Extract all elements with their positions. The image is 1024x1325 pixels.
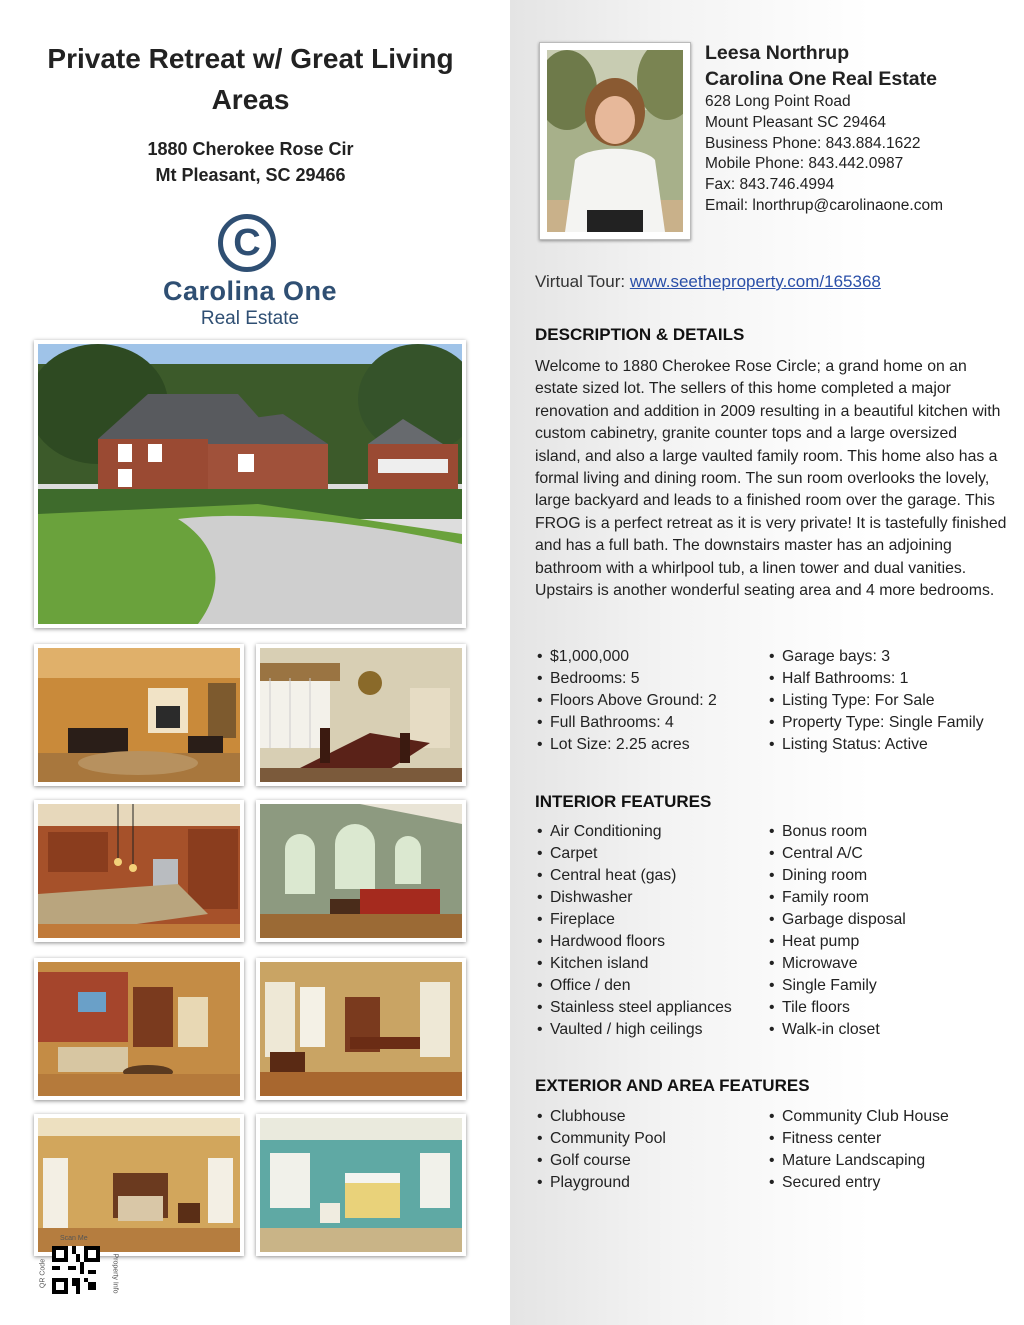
agent-email[interactable]: Email: lnorthrup@carolinaone.com	[705, 196, 944, 214]
qr-right-label: Property Info	[111, 1253, 119, 1294]
feature-item: • Walk-in closet	[767, 1019, 906, 1041]
feature-item: • Air Conditioning	[535, 821, 732, 843]
agent-fax: Fax: 843.746.4994	[705, 176, 835, 194]
interior-list-right	[767, 821, 906, 1041]
feature-item: • Half Bathrooms: 1	[767, 668, 984, 690]
agent-contact	[705, 40, 1005, 217]
living-room-photo	[34, 644, 244, 786]
interior-heading: INTERIOR FEATURES	[535, 792, 712, 811]
feature-item: • Community Club House	[767, 1106, 949, 1128]
agent-street: 628 Long Point Road	[705, 93, 851, 110]
feature-item: • Listing Status: Active	[767, 734, 984, 756]
virtual-tour-link[interactable]: www.seetheproperty.com/165368	[629, 272, 881, 291]
feature-item: • Golf course	[535, 1150, 666, 1172]
dining-room-photo	[256, 644, 466, 786]
family-room-photo	[256, 800, 466, 942]
feature-item: • Property Type: Single Family	[767, 712, 984, 734]
logo-subtitle: Real Estate	[200, 308, 300, 329]
qr-code[interactable]	[38, 1235, 119, 1308]
listing-address	[18, 136, 483, 188]
feature-item: • $1,000,000	[535, 646, 717, 668]
feature-item: • Community Pool	[535, 1128, 666, 1150]
feature-item: • Dishwasher	[535, 887, 732, 909]
virtual-tour-label: Virtual Tour:	[535, 272, 626, 291]
address-city: Mt Pleasant, SC 29466	[155, 165, 346, 185]
feature-item: • Vaulted / high ceilings	[535, 1019, 732, 1041]
agent-photo	[539, 42, 691, 240]
feature-item: • Bedrooms: 5	[535, 668, 717, 690]
agent-business-phone[interactable]: Business Phone: 843.884.1622	[705, 134, 921, 152]
qr-left-label: QR Code	[39, 1258, 47, 1289]
feature-item: • Central heat (gas)	[535, 865, 732, 887]
bonus-room-photo	[34, 958, 244, 1100]
interior-list-left	[535, 821, 732, 1041]
address-street: 1880 Cherokee Rose Cir	[147, 139, 354, 159]
feature-item: • Floors Above Ground: 2	[535, 690, 717, 712]
office-photo	[256, 958, 466, 1100]
virtual-tour	[535, 272, 881, 292]
exterior-list-left	[535, 1106, 666, 1194]
feature-item: • Dining room	[767, 865, 906, 887]
qr-top-label: Scan Me	[60, 1235, 88, 1242]
feature-item: • Secured entry	[767, 1172, 949, 1194]
agent-mobile-phone[interactable]: Mobile Phone: 843.442.0987	[705, 155, 904, 173]
feature-item: • Central A/C	[767, 843, 906, 865]
exterior-photo	[34, 340, 466, 628]
qr-pattern-icon	[52, 1246, 100, 1294]
feature-item: • Garbage disposal	[767, 909, 906, 931]
feature-item: • Tile floors	[767, 997, 906, 1019]
feature-item: • Full Bathrooms: 4	[535, 712, 717, 734]
feature-item: • Office / den	[535, 975, 732, 997]
description-heading: DESCRIPTION & DETAILS	[535, 325, 745, 344]
feature-item: • Bonus room	[767, 821, 906, 843]
feature-item: • Hardwood floors	[535, 931, 732, 953]
copyright-c-icon: C	[218, 214, 276, 272]
feature-item: • Family room	[767, 887, 906, 909]
feature-item: • Playground	[535, 1172, 666, 1194]
feature-item: • Fireplace	[535, 909, 732, 931]
feature-item: • Listing Type: For Sale	[767, 690, 984, 712]
feature-item: • Kitchen island	[535, 953, 732, 975]
feature-item: • Single Family	[767, 975, 906, 997]
agent-city: Mount Pleasant SC 29464	[705, 113, 886, 131]
agent-name: Leesa Northrup	[705, 42, 850, 64]
feature-item: • Lot Size: 2.25 acres	[535, 734, 717, 756]
exterior-heading: EXTERIOR AND AREA FEATURES	[535, 1076, 810, 1095]
details-list-right	[767, 646, 984, 756]
company-logo	[150, 208, 350, 338]
logo-name: Carolina One	[162, 276, 338, 306]
bedroom-photo	[256, 1114, 466, 1256]
feature-item: • Microwave	[767, 953, 906, 975]
feature-item: • Clubhouse	[535, 1106, 666, 1128]
details-list-left	[535, 646, 717, 756]
description-text: Welcome to 1880 Cherokee Rose Circle; a grand home on an estate sized lot. The sellers of this home completed a major renovation and addition in 2009 resulting in a beautiful kitchen with custom cabinetry, granite counter tops and a large oversized island, and also a large vaulted family room. This home also has a formal living and dining room. The sun room overlooks the lovely, large backyard and leads to a finished room over the garage. This FROG is a perfect retreat as it is very private! It is tastefully finished and has a full bath. The downstairs master has an adjoining bathroom with a whirlpool tub, a linen tower and dual vanities. Upstairs is another wonderful seating area and 4 more bedrooms.	[535, 358, 1007, 600]
feature-item: • Mature Landscaping	[767, 1150, 949, 1172]
kitchen-photo	[34, 800, 244, 942]
exterior-list-right	[767, 1106, 949, 1194]
feature-item: • Stainless steel appliances	[535, 997, 732, 1019]
feature-item: • Carpet	[535, 843, 732, 865]
feature-item: • Garage bays: 3	[767, 646, 984, 668]
agent-company: Carolina One Real Estate	[705, 68, 937, 90]
feature-item: • Fitness center	[767, 1128, 949, 1150]
listing-title: Private Retreat w/ Great Living Areas	[47, 43, 454, 115]
feature-item: • Heat pump	[767, 931, 906, 953]
